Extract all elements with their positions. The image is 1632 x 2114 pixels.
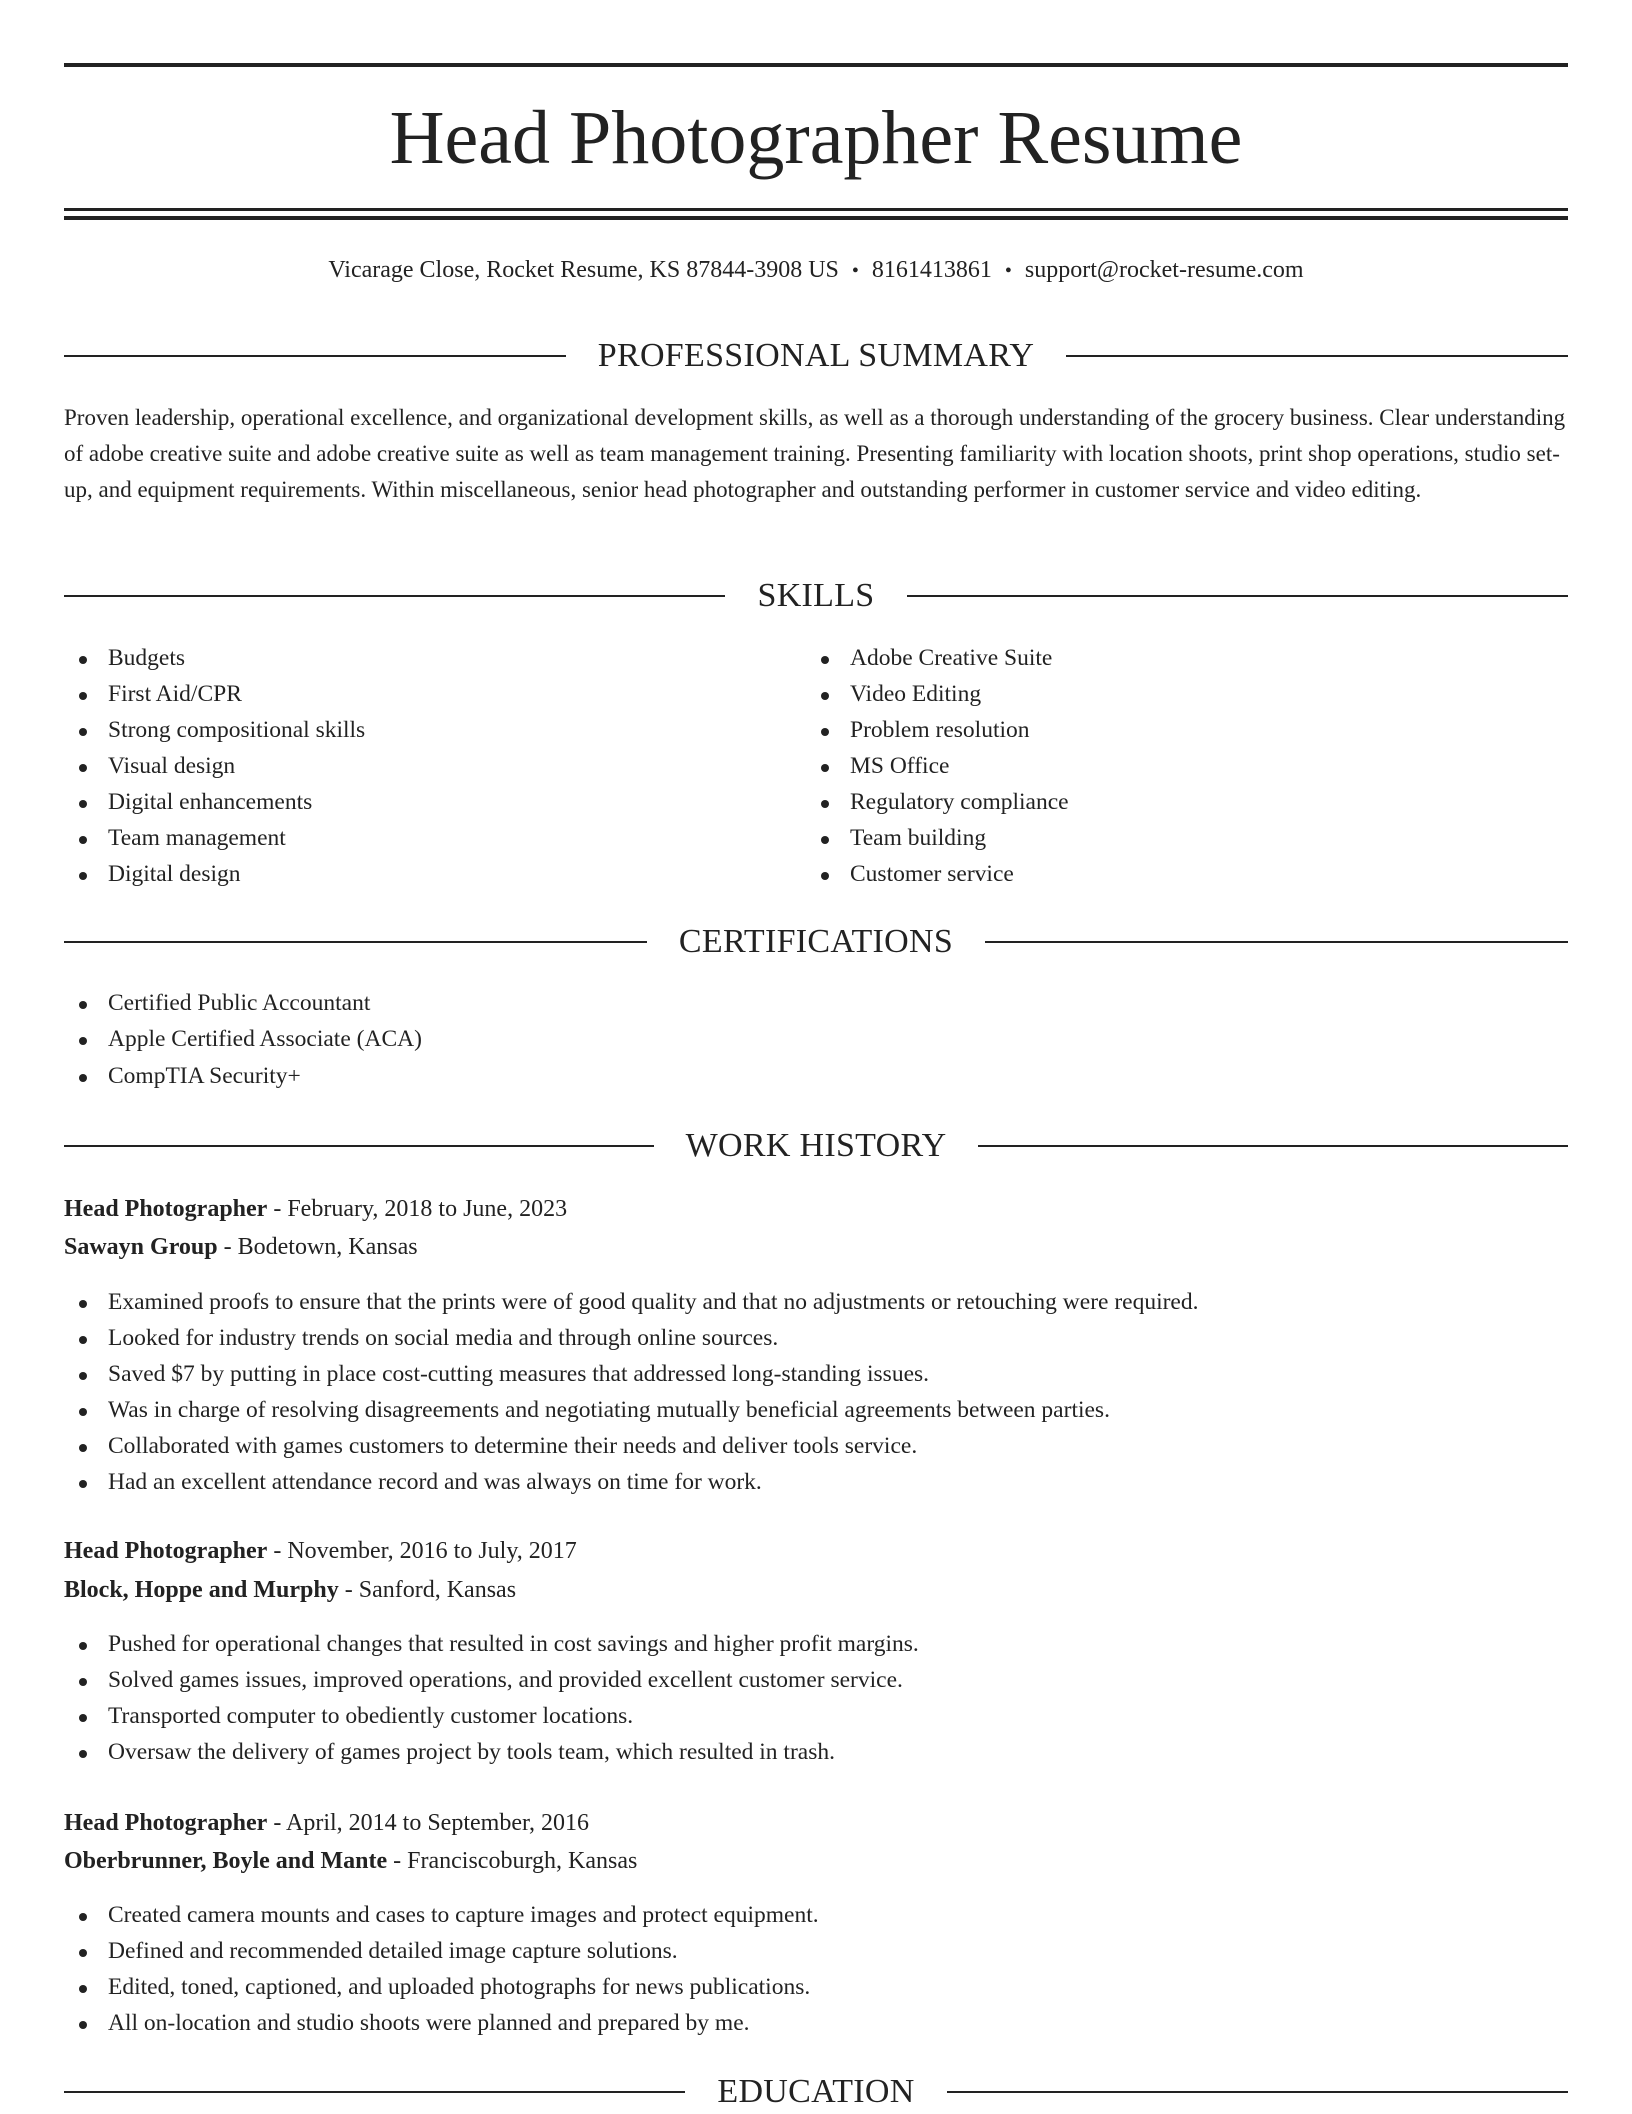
job-title-line (64, 1804, 1568, 1842)
section-heading-label: WORK HISTORY (685, 1127, 947, 1164)
job-bullet: Oversaw the delivery of games project by tools team, which resulted in trash. (64, 1734, 1568, 1770)
heading-rule-right (907, 595, 1568, 597)
skill-item: Problem resolution (806, 712, 1506, 748)
skill-item: Visual design (64, 748, 764, 784)
skill-item: Regulatory compliance (806, 784, 1506, 820)
heading-rule-left (64, 941, 647, 943)
section-heading-label: CERTIFICATIONS (678, 923, 954, 960)
skills-list-right (806, 640, 1506, 892)
job-bullet: All on-location and studio shoots were planned and prepared by me. (64, 2005, 1568, 2041)
certifications-list (64, 985, 1568, 1094)
section-heading-work-history (64, 1124, 1568, 1168)
heading-rule-left (64, 2091, 685, 2093)
job-location: Franciscoburgh, Kansas (407, 1848, 638, 1874)
job-separator: - (267, 1196, 288, 1222)
job-bullets (64, 1626, 1568, 1770)
heading-rule-left (64, 355, 566, 357)
job-dates: November, 2016 to July, 2017 (287, 1538, 577, 1564)
heading-rule-left (64, 595, 725, 597)
contact-address: Vicarage Close, Rocket Resume, KS 87844-3908 US (328, 257, 839, 283)
job-company: Oberbrunner, Boyle and Mante (64, 1848, 388, 1874)
contact-separator: • (1004, 260, 1012, 282)
skill-item: Team building (806, 820, 1506, 856)
title-bottom-rule-upper (64, 208, 1568, 211)
job-bullets (64, 1284, 1568, 1500)
skill-item: Team management (64, 820, 764, 856)
job-title: Head Photographer (64, 1196, 268, 1222)
job-bullet: Defined and recommended detailed image capture solutions. (64, 1933, 1568, 1969)
heading-rule-right (985, 941, 1568, 943)
job-bullet: Saved $7 by putting in place cost-cutting measures that addressed long-standing issues. (64, 1356, 1568, 1392)
certification-item: CompTIA Security+ (64, 1058, 1568, 1094)
skill-item: Budgets (64, 640, 764, 676)
job-location: Bodetown, Kansas (237, 1234, 418, 1260)
job-bullet: Created camera mounts and cases to capture images and protect equipment. (64, 1897, 1568, 1933)
job-bullet: Collaborated with games customers to determine their needs and deliver tools service. (64, 1428, 1568, 1464)
job-company-line (64, 1842, 1568, 1880)
contact-line (64, 252, 1568, 289)
skills-list-left (64, 640, 764, 892)
summary-paragraph: Proven leadership, operational excellence, and organizational development skills, as well as a thorough understanding of the grocery business. Clear understanding of adobe creative suite and adobe creative suite as well as team management training. Presenting familiarity with location shoots, print shop operations, studio set-up, and equipment requirements. Within miscellaneous, senior head photographer and outstanding performer in customer service and video editing. (64, 405, 1566, 502)
skill-item: Digital design (64, 856, 764, 892)
job-title-line (64, 1190, 1568, 1228)
heading-rule-left (64, 1145, 654, 1147)
job-location: Sanford, Kansas (358, 1577, 517, 1603)
contact-separator: • (851, 260, 859, 282)
skill-item: Video Editing (806, 676, 1506, 712)
contact-phone: 8161413861 (871, 257, 992, 283)
heading-rule-right (978, 1145, 1568, 1147)
skill-item: Digital enhancements (64, 784, 764, 820)
job-title: Head Photographer (64, 1538, 268, 1564)
job-bullet: Solved games issues, improved operations, and provided excellent customer service. (64, 1662, 1568, 1698)
skill-item: Customer service (806, 856, 1506, 892)
job-bullet: Looked for industry trends on social media and through online sources. (64, 1320, 1568, 1356)
job-bullet: Was in charge of resolving disagreements and negotiating mutually beneficial agreements between parties. (64, 1392, 1568, 1428)
section-heading-label: SKILLS (757, 577, 875, 614)
job-separator: - (267, 1810, 286, 1836)
job-separator: - (217, 1234, 238, 1260)
skill-item: Strong compositional skills (64, 712, 764, 748)
contact-email: support@rocket-resume.com (1024, 257, 1304, 283)
title-bottom-rule-lower (64, 216, 1568, 220)
section-heading-label: PROFESSIONAL SUMMARY (597, 337, 1035, 374)
certification-item: Apple Certified Associate (ACA) (64, 1021, 1568, 1057)
job-bullet: Edited, toned, captioned, and uploaded photographs for news publications. (64, 1969, 1568, 2005)
job-separator: - (338, 1577, 359, 1603)
job-separator: - (387, 1848, 408, 1874)
job-bullet: Had an excellent attendance record and was always on time for work. (64, 1464, 1568, 1500)
section-heading-summary (64, 334, 1568, 378)
section-heading-education (64, 2070, 1568, 2114)
certification-item: Certified Public Accountant (64, 985, 1568, 1021)
heading-rule-right (1066, 355, 1568, 357)
job-title: Head Photographer (64, 1810, 268, 1836)
job-bullets (64, 1897, 1568, 2041)
job-dates: February, 2018 to June, 2023 (287, 1196, 568, 1222)
title-top-rule (64, 63, 1568, 67)
heading-rule-right (947, 2091, 1568, 2093)
skill-item: MS Office (806, 748, 1506, 784)
job-company-line (64, 1571, 1568, 1609)
job-company: Block, Hoppe and Murphy (64, 1577, 339, 1603)
skill-item: Adobe Creative Suite (806, 640, 1506, 676)
job-separator: - (267, 1538, 288, 1564)
job-dates: April, 2014 to September, 2016 (286, 1810, 589, 1836)
skill-item: First Aid/CPR (64, 676, 764, 712)
job-bullet: Examined proofs to ensure that the prints were of good quality and that no adjustments or retouching were required. (64, 1284, 1568, 1320)
job-bullet: Pushed for operational changes that resulted in cost savings and higher profit margins. (64, 1626, 1568, 1662)
section-heading-label: EDUCATION (717, 2073, 915, 2110)
job-company-line (64, 1228, 1568, 1266)
job-title-line (64, 1532, 1568, 1570)
page-title: Head Photographer Resume (389, 96, 1243, 180)
job-company: Sawayn Group (64, 1234, 218, 1260)
job-bullet: Transported computer to obediently customer locations. (64, 1698, 1568, 1734)
section-heading-certifications (64, 920, 1568, 964)
section-heading-skills (64, 574, 1568, 618)
